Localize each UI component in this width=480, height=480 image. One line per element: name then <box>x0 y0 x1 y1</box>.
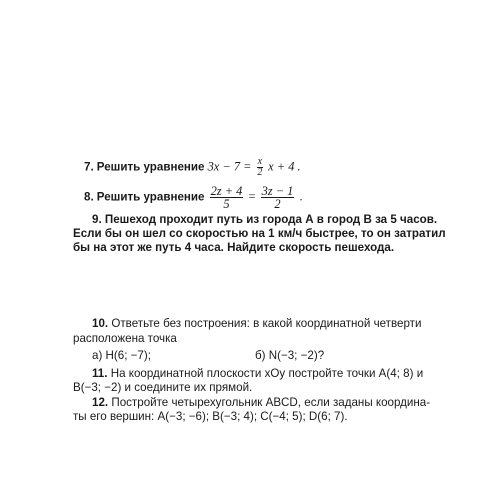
problem-8-equals: = <box>248 189 256 204</box>
problem-7-eq-right: x + 4 . <box>268 159 301 174</box>
problem-8-end: . <box>299 189 303 204</box>
problem-12-number: 12. <box>92 396 109 409</box>
problem-7 <box>84 157 480 178</box>
problem-9-text-1: Пешеход проходит путь из города А в город В за 5 часов. <box>104 213 438 226</box>
problem-11-line-1 <box>92 366 480 381</box>
problem-11-text-1: На координатной плоскости xOy постройте точки A(4; 8) и <box>110 367 424 380</box>
problem-7-frac-bot: 2 <box>257 167 263 178</box>
problem-10-option-a: а) H(6; −7); <box>92 349 151 362</box>
problem-10-line-2: расположена точка <box>73 332 177 345</box>
problem-8-frac2-bot: 2 <box>274 197 281 211</box>
problem-8-text: Решить уравнение <box>96 190 205 204</box>
problem-7-text: Решить уравнение <box>96 160 205 174</box>
problem-9-number: 9. <box>92 213 102 226</box>
problem-10-text-1: Ответьте без построения: в какой координатной четверти <box>111 317 422 330</box>
problem-8-frac1-top: 2z + 4 <box>210 184 243 198</box>
problem-12-text-1: Постройте четырехугольник ABCD, если заданы координа- <box>111 396 431 409</box>
problem-8-fraction-right <box>261 185 295 210</box>
problem-9-line-1 <box>92 212 480 227</box>
problem-11-number: 11. <box>92 367 108 380</box>
problem-10-number: 10. <box>92 317 109 330</box>
problem-10-option-b: б) N(−3; −2)? <box>255 349 325 362</box>
problem-12-line-2: ты его вершин: A(−3; −6); B(−3; 4); C(−4; 5); D(6; 7). <box>73 410 348 423</box>
problem-8 <box>84 185 480 210</box>
problem-10-options <box>92 348 480 363</box>
problem-7-frac-top: x <box>257 156 263 167</box>
problem-7-eq-left: 3x − 7 = <box>207 159 252 174</box>
problem-7-fraction <box>257 157 263 178</box>
problem-12-line-1 <box>92 395 480 410</box>
problem-9-line-2: Если бы он шел со скоростью на 1 км/ч быстрее, то он затратил <box>73 227 446 240</box>
problem-8-fraction-left <box>210 185 244 210</box>
problem-8-frac2-top: 3z − 1 <box>261 184 294 198</box>
problem-9-line-3: бы на этот же путь 4 часа. Найдите скорость пешехода. <box>73 241 395 254</box>
problem-8-frac1-bot: 5 <box>223 197 230 211</box>
problem-11-line-2: B(−3; −2) и соедините их прямой. <box>73 381 253 394</box>
problem-10-line-1 <box>92 316 480 331</box>
problem-8-number: 8. <box>84 190 94 204</box>
problem-7-number: 7. <box>84 160 94 174</box>
